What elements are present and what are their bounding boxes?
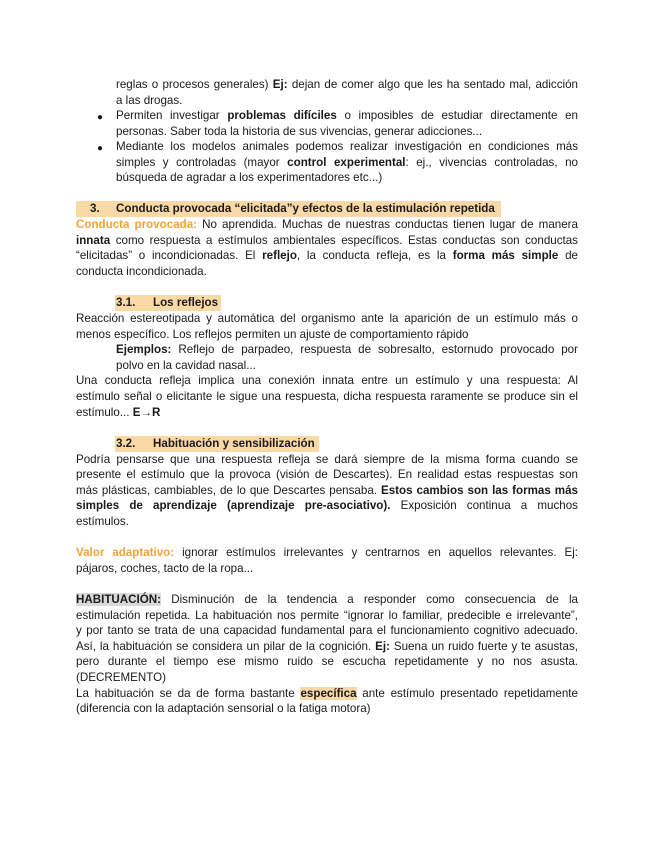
bullet-line: simples y controladas (mayor control experimental: ej., vivencias controladas, no <box>116 156 578 169</box>
text-line: presente el estímulo que la provoca (visión de Descartes). En realidad estas respuestas son <box>76 468 578 481</box>
term-label: Conducta provocada: <box>76 218 198 231</box>
text-line: (DECREMENTO) <box>76 671 166 684</box>
text-line: Podría pensarse que una respuesta refleja se dará siempre de la misma forma cuando se <box>76 453 578 466</box>
text-line: “elicitadas” o incondicionadas. El reflejo, la conducta refleja, es la forma más simple de <box>76 249 578 262</box>
section-title: Los reflejos <box>153 296 219 309</box>
bullet-line: Permiten investigar problemas difíciles o imposibles de estudiar directamente en <box>116 109 578 122</box>
text-line: a las drogas. <box>116 94 183 107</box>
section-number: 3.2. <box>116 437 136 450</box>
text-line: Así, la habituación se considera un pilar de la cognición. Ej: Suena un ruido fuerte y te asustas, <box>76 640 578 653</box>
text-line: reglas o procesos generales) Ej: dejan de comer algo que les ha sentado mal, adicción <box>116 78 578 91</box>
text-line: pájaros, coches, tacto de la ropa... <box>76 562 254 575</box>
text-line: simples de aprendizaje (aprendizaje pre-asociativo). Exposición continua a muchos <box>76 499 578 512</box>
term-label: Valor adaptativo: <box>76 546 175 559</box>
text-line: estimulación repetida. La habituación nos permite “ignorar lo familiar, predecible e irrelevante”, <box>76 609 578 622</box>
bullet-line: personas. Saber toda la historia de sus vivencias, generar adicciones... <box>116 125 483 138</box>
text-line: menos específico. Los reflejos permiten un ajuste de comportamiento rápido <box>76 328 469 341</box>
bullet-icon: ● <box>97 143 104 154</box>
section-title: Conducta provocada “elicitada”y efectos de la estimulación repetida <box>116 202 495 215</box>
text-line: pero durante el tiempo ese mismo ruido se escucha repetidamente y no nos asusta. <box>76 655 578 668</box>
text-line: Ejemplos: Reflejo de parpadeo, respuesta de sobresalto, estornudo provocado por <box>116 343 578 356</box>
text-line: y por tanto se trata de una capacidad fundamental para el funcionamiento cognitivo adecuado. <box>76 624 578 637</box>
text-line: estímulo... E→R <box>76 406 161 419</box>
highlighted-term: específica <box>300 687 357 700</box>
section-number: 3.1. <box>116 296 136 309</box>
text-line: (diferencia con la adaptación sensorial o la fatiga motora) <box>76 702 371 715</box>
text-line: polvo en la cavidad nasal... <box>116 359 256 372</box>
text-line: Valor adaptativo: ignorar estímulos irrelevantes y centrarnos en aquellos relevantes. Ej: <box>76 546 578 559</box>
text-line: más plásticas, cambiables, de lo que Descartes pensaba. Estos cambios son las formas más <box>76 484 578 497</box>
text-line: Una conducta refleja implica una conexión innata entre un estímulo y una respuesta: Al <box>76 374 578 387</box>
section-heading <box>76 201 501 217</box>
section-title: Habituación y sensibilización <box>153 437 315 450</box>
bullet-line: búsqueda de agradar a los experimentadores etc...) <box>116 171 383 184</box>
text-line: HABITUACIÓN: Disminución de la tendencia a responder como consecuencia de la <box>76 593 578 606</box>
text-line: innata como respuesta a estímulos ambientales específicos. Estas conductas son conductas <box>76 234 578 247</box>
section-number: 3. <box>90 202 100 215</box>
text-line: conducta incondicionada. <box>76 265 207 278</box>
text-line: estímulos. <box>76 515 129 528</box>
bullet-line: Mediante los modelos animales podemos realizar investigación en condiciones más <box>116 140 578 153</box>
subsection-heading <box>115 295 221 311</box>
term-label: HABITUACIÓN: <box>76 593 162 606</box>
text-line: Conducta provocada: No aprendida. Muchas de nuestras conductas tienen lugar de manera <box>76 218 578 231</box>
text-line: Reacción estereotipada y automática del organismo ante la aparición de un estímulo más o <box>76 312 578 325</box>
subsection-heading <box>115 436 319 452</box>
text-line: estímulo señal o elicitante le sigue una respuesta, dicha respuesta raramente se produce sin el <box>76 390 578 403</box>
bullet-icon: ● <box>97 112 104 123</box>
text-line: La habituación se da de forma bastante específica ante estímulo presentado repetidamente <box>76 687 578 700</box>
